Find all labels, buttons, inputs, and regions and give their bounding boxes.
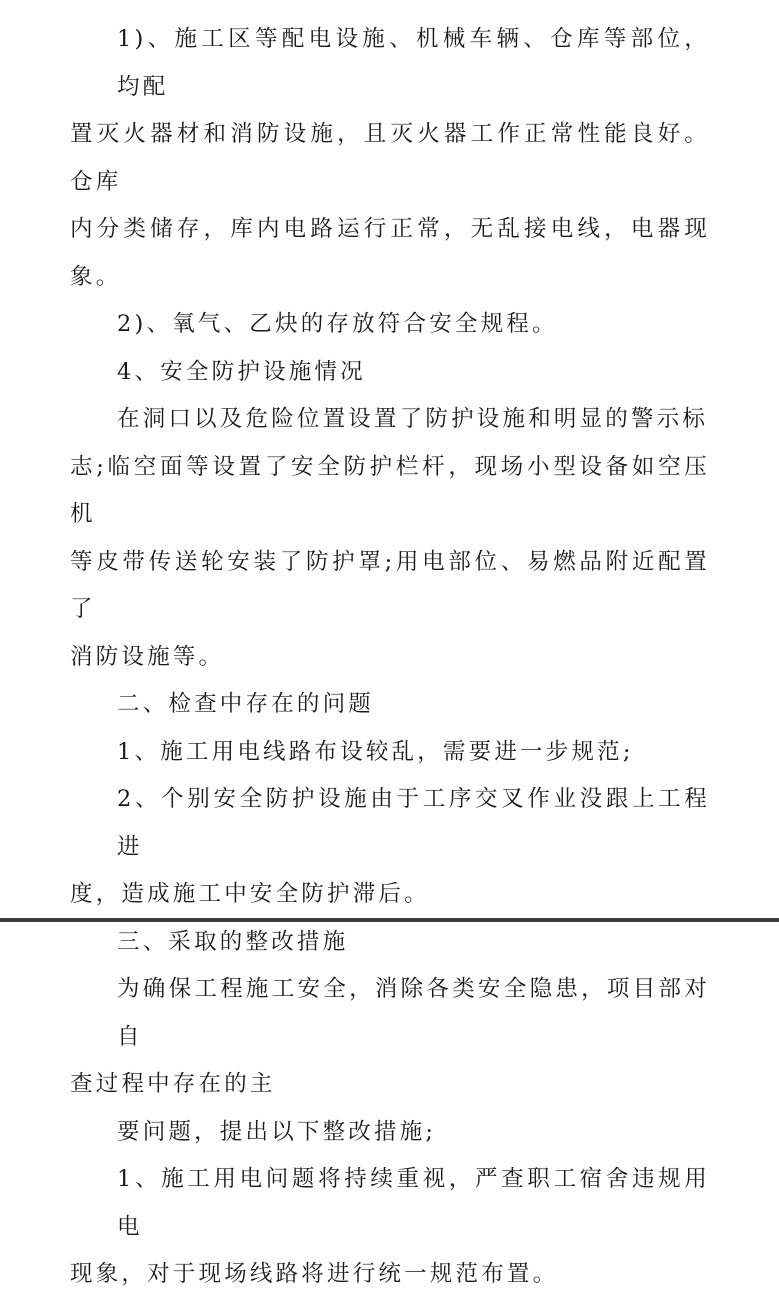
paragraph-measure-1 — [70, 1156, 710, 1299]
text-line: 在洞口以及危险位置设置了防护设施和明显的警示标 — [117, 406, 709, 432]
document-body — [70, 16, 710, 1299]
text-line: 要问题，提出以下整改措施; — [117, 1118, 437, 1145]
heading-safety-protection — [70, 349, 710, 397]
text-line: 置灭火器材和消防设施，且灭火器工作正常性能良好。仓库 — [70, 121, 710, 195]
text-line: 1)、施工区等配电设施、机械车辆、仓库等部位，均配 — [117, 26, 710, 100]
text-line: 等皮带传送轮安装了防护罩;用电部位、易燃品附近配置了 — [70, 548, 710, 622]
text-line: 现象，对于现场线路将进行统一规范布置。 — [70, 1261, 559, 1287]
paragraph-measures-continued — [70, 1109, 710, 1157]
text-line: 2、个别安全防护设施由于工序交叉作业没跟上工程进 — [117, 786, 710, 860]
text-line: 消防设施等。 — [70, 643, 225, 670]
heading-corrective-measures — [70, 919, 710, 967]
paragraph-problem-2 — [70, 776, 710, 919]
page-bottom-edge — [0, 918, 779, 922]
heading-problems-found — [70, 681, 710, 729]
text-line: 1、施工用电问题将持续重视，严查职工宿舍违规用电 — [117, 1166, 710, 1240]
text-line: 1、施工用电线路布设较乱，需要进一步规范; — [117, 738, 634, 765]
text-line: 三、采取的整改措施 — [117, 928, 349, 955]
paragraph-protection-measures — [70, 396, 710, 681]
text-line: 二、检查中存在的问题 — [117, 691, 375, 717]
paragraph-gas-storage — [70, 301, 710, 349]
text-line: 查过程中存在的主 — [70, 1071, 276, 1097]
paragraph-problem-1 — [70, 729, 710, 777]
paragraph-fire-equipment — [70, 16, 710, 301]
text-line: 2)、氧气、乙炔的存放符合安全规程。 — [117, 311, 558, 337]
text-line: 度，造成施工中安全防护滞后。 — [70, 881, 430, 907]
text-line: 为确保工程施工安全，消除各类安全隐患，项目部对自 — [117, 976, 710, 1050]
text-line: 志;临空面等设置了安全防护栏杆，现场小型设备如空压机 — [70, 453, 710, 527]
text-line: 4、安全防护设施情况 — [117, 358, 366, 385]
text-line: 内分类储存，库内电路运行正常，无乱接电线，电器现象。 — [70, 216, 710, 290]
paragraph-measures-intro — [70, 966, 710, 1109]
